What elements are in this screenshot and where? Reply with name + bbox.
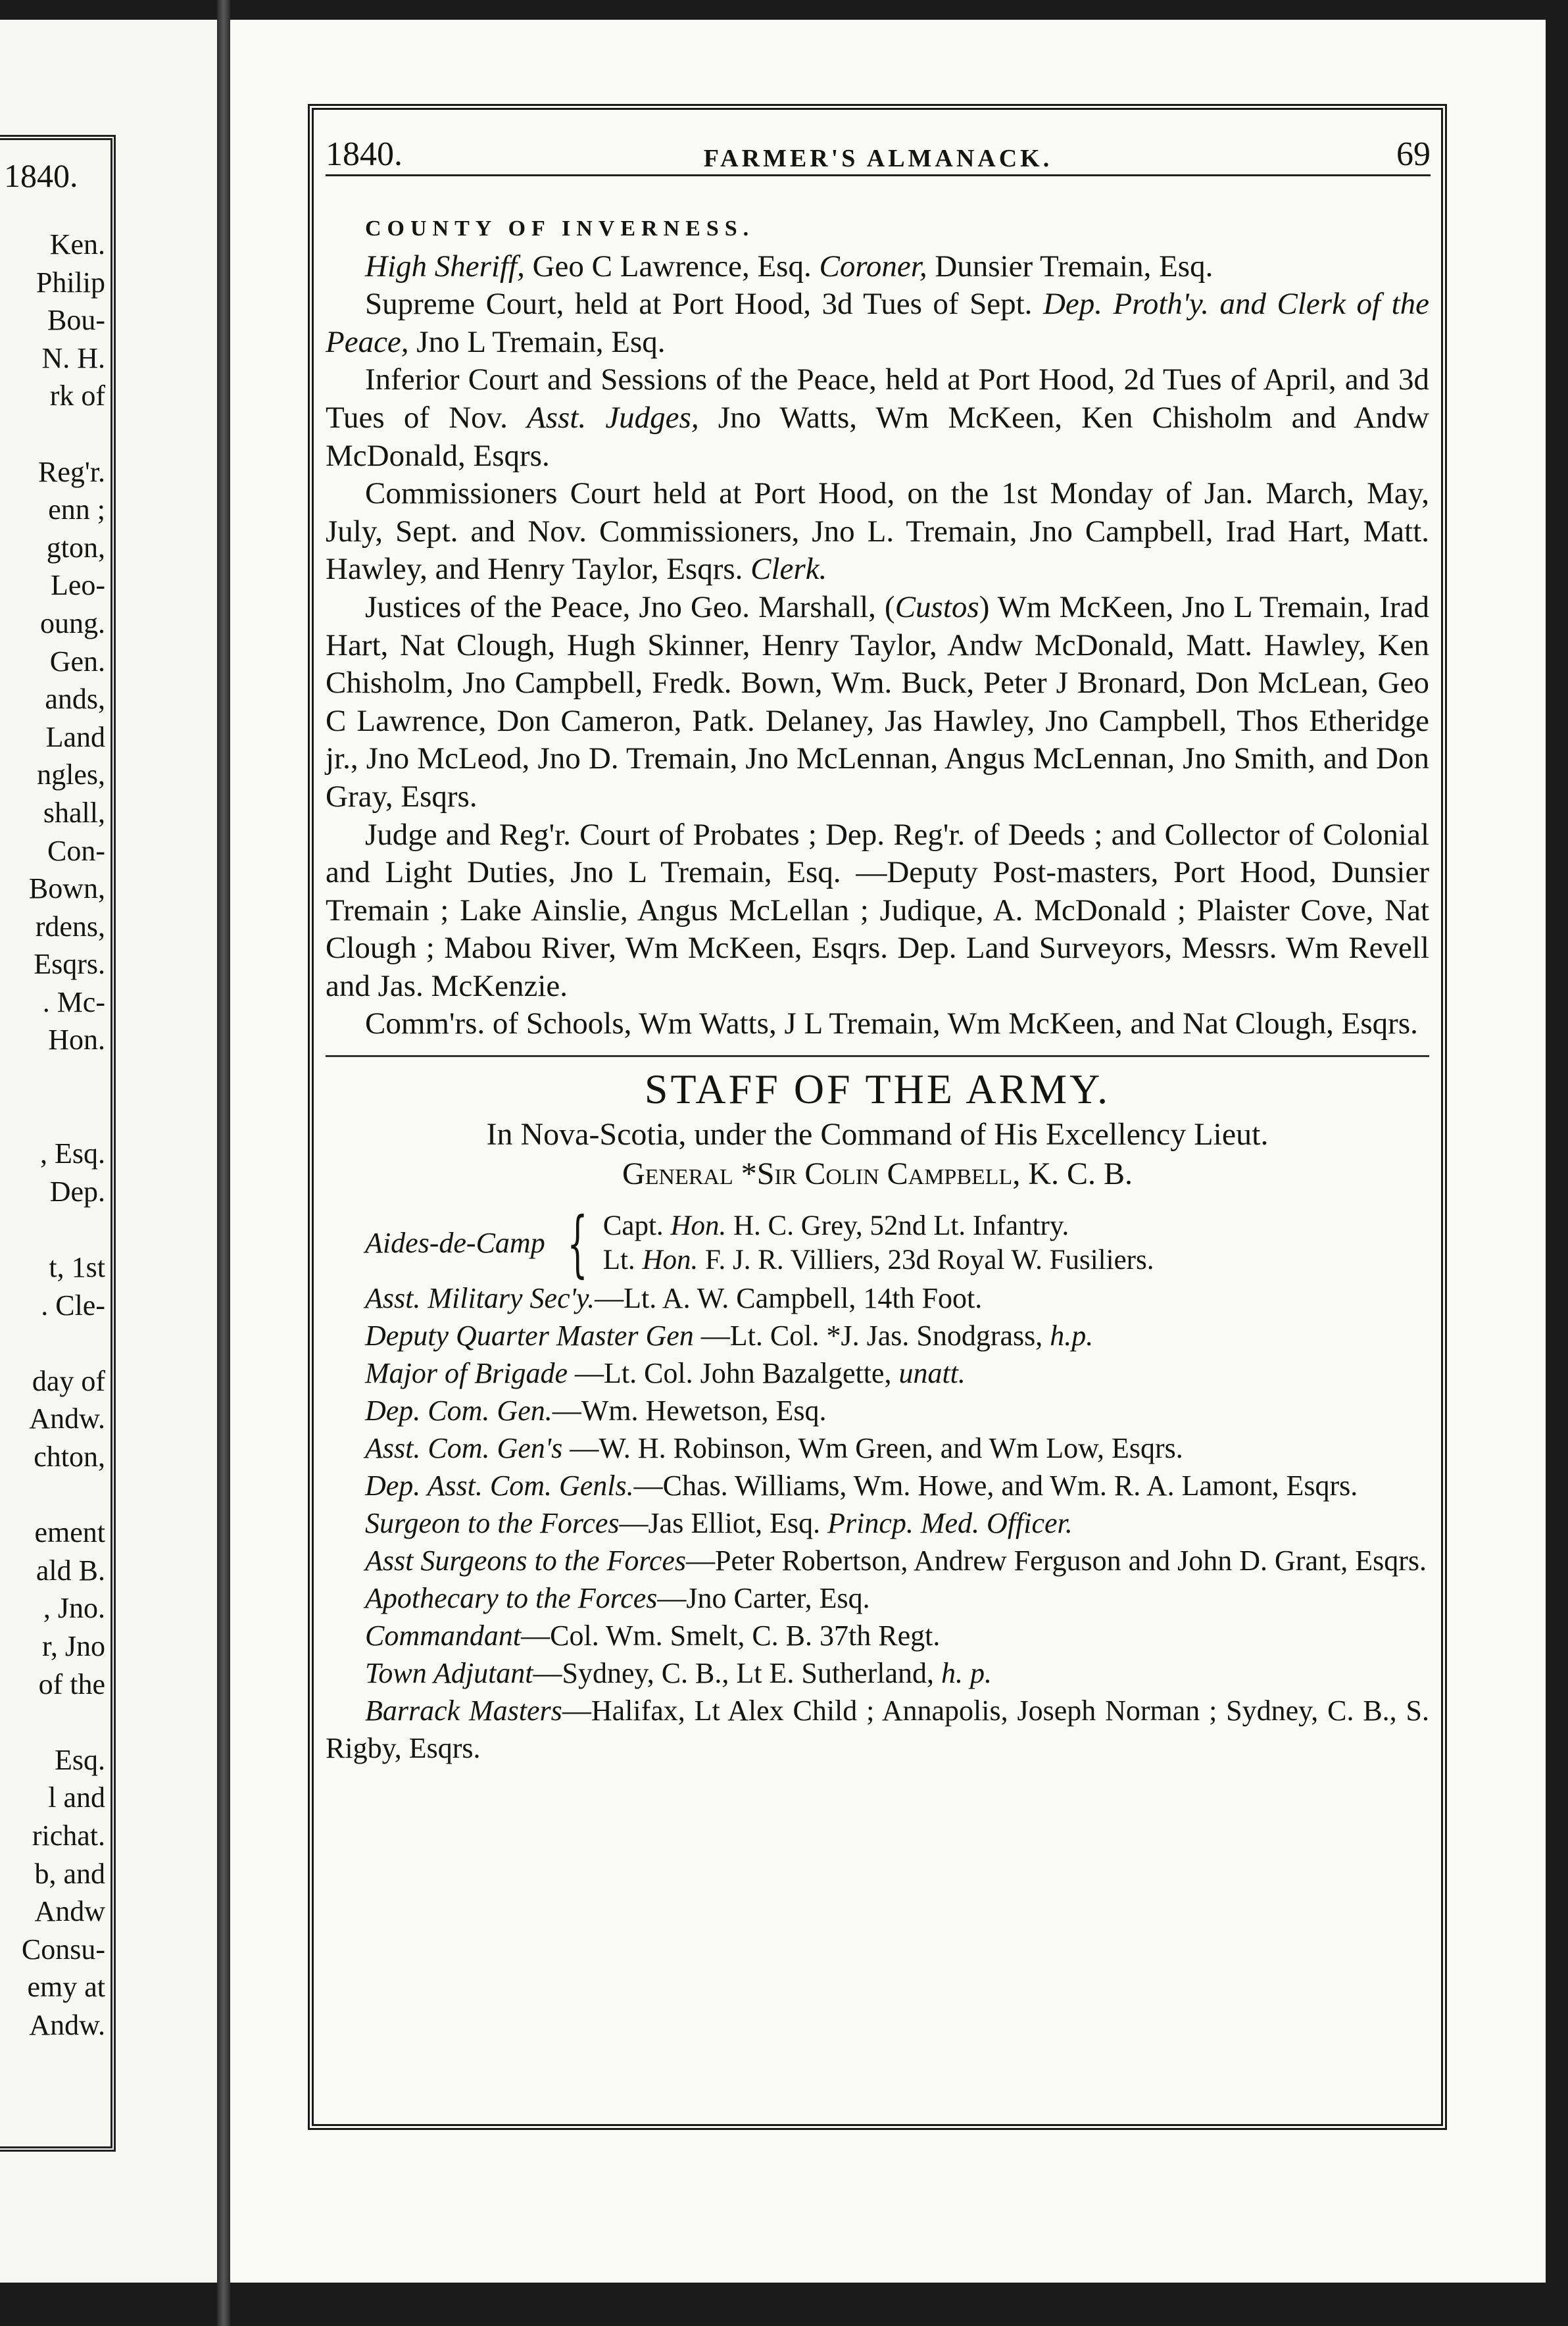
italic-run: Major of Brigade (365, 1356, 568, 1389)
italic-run: Dep. Proth'y. and Clerk of the Peace, (326, 287, 1429, 359)
text-run: Jno Watts, Wm McKeen, Ken Chisholm and Andw McDonald, Esqrs. (326, 400, 1429, 473)
staff-entry (326, 1617, 1429, 1654)
aide-line (603, 1243, 1154, 1277)
county-paragraph (326, 816, 1429, 1006)
county-paragraph (326, 285, 1429, 361)
staff-entry (326, 1654, 1429, 1692)
italic-run: Hon. (642, 1244, 698, 1275)
staff-entry (326, 1467, 1429, 1504)
text-run: —Peter Robertson, Andrew Ferguson and John D. Grant, Esqrs. (686, 1544, 1427, 1577)
italic-run: h. p. (941, 1656, 992, 1689)
text-run: Geo C Lawrence, Esq. (524, 249, 820, 284)
text-run: F. J. R. Villiers, 23d Royal W. Fusiliers. (698, 1244, 1154, 1275)
staff-entry (326, 1542, 1429, 1579)
italic-run: Commandant (365, 1619, 522, 1652)
text-run: —Sydney, C. B., Lt E. Sutherland, (533, 1656, 941, 1689)
text-run: Comm'rs. of Schools, Wm Watts, J L Tremain, Wm McKeen, and Nat Clough, Esqrs. (365, 1006, 1418, 1041)
staff-entry (326, 1279, 1429, 1317)
text-run: H. C. Grey, 52nd Lt. Infantry. (726, 1210, 1069, 1241)
text-run: Lt. (602, 1244, 643, 1275)
staff-entry (326, 1354, 1429, 1392)
text-run: —W. H. Robinson, Wm Green, and Wm Low, Esqrs. (562, 1431, 1183, 1464)
book-gutter (217, 0, 230, 2326)
text-run: Commissioners Court held at Port Hood, on the 1st Monday of Jan. March, May, July, Sept. and Nov. Commissioners, Jno L. Tremain, Jno Campbell, Irad Hart, Matt. Hawley, and Henry Taylor, Esqrs. (326, 476, 1429, 587)
italic-run: Asst Surgeons to the Forces (365, 1544, 687, 1577)
county-paragraph (326, 361, 1429, 475)
staff-entry (326, 1429, 1429, 1467)
italic-run: h.p. (1050, 1319, 1094, 1352)
text-run: ) Wm McKeen, Jno L Tremain, Irad Hart, Nat Clough, Hugh Skinner, Henry Taylor, Andw McDonald, Matt. Hawley, Ken Chisholm, Jno Campbell, Fredk. Bown, Wm. Buck, Peter J Bronard, Don McLean, Geo C Lawrence, Don Cameron, Patk. Delaney, Jas Hawley, Jno Campbell, Thos Etheridge jr., Jno McLeod, Jno D. Tremain, Jno McLennan, Angus McLennan, Jno Smith, and Don Gray, Esqrs. (326, 589, 1429, 814)
page-number: 69 (1396, 136, 1431, 173)
italic-run: Asst. Judges, (527, 400, 699, 435)
italic-run: Dep. Com. Gen. (365, 1394, 552, 1427)
italic-run: unatt. (898, 1356, 966, 1389)
aides-names (603, 1209, 1154, 1277)
header-year: 1840. (326, 136, 403, 173)
italic-run: High Sheriff, (365, 249, 525, 284)
brace-glyph: { (566, 1200, 588, 1285)
running-head (326, 135, 1431, 176)
italic-run: Custos (894, 589, 979, 624)
text-run: Judge and Reg'r. Court of Probates ; Dep. Reg'r. of Deeds ; and Collector of Colonial and Light Duties, Jno L Tremain, Esq. —Deputy Post-masters, Port Hood, Dunsier Tremain ; Lake Ainslie, Angus McLellan ; Judique, A. McDonald ; Plaister Cove, Nat Clough ; Mabou River, Wm McKeen, Esqrs. Dep. Land Surveyors, Messrs. Wm Revell and Jas. McKenzie. (326, 817, 1429, 1003)
italic-run: Coroner, (819, 249, 927, 284)
text-run: Capt. (602, 1210, 671, 1241)
text-run: —Wm. Hewetson, Esq. (552, 1394, 827, 1427)
staff-entry (326, 1504, 1429, 1542)
left-page (0, 20, 217, 2283)
italic-run: Barrack Masters (365, 1694, 562, 1727)
text-run: —Col. Wm. Smelt, C. B. 37th Regt. (521, 1619, 941, 1652)
text-run: Inferior Court and Sessions of the Peace, held at Port Hood, 2d Tues of April, and 3d Tues of Nov. (326, 362, 1429, 435)
header-title: FARMER'S ALMANACK. (703, 145, 1053, 172)
italic-run: Surgeon to the Forces (365, 1506, 620, 1539)
aide-line (603, 1209, 1154, 1243)
italic-run: Town Adjutant (365, 1656, 533, 1689)
staff-intro (326, 1115, 1429, 1194)
text-run: —Lt. Col. John Bazalgette, (567, 1356, 899, 1389)
text-run: —Halifax, Lt Alex Child ; Annapolis, Joseph Norman ; Sydney, C. B., S. Rigby, Esqrs. (326, 1694, 1429, 1764)
county-paragraph (326, 1005, 1429, 1043)
staff-entry (326, 1392, 1429, 1429)
italic-run: Apothecary to the Forces (365, 1581, 658, 1614)
staff-entries (326, 1279, 1429, 1767)
text-run: Dunsier Tremain, Esq. (927, 249, 1213, 284)
italic-run: Deputy Quarter Master Gen (365, 1319, 694, 1352)
staff-title: STAFF OF THE ARMY. (644, 1066, 1111, 1113)
county-paragraph (326, 248, 1429, 286)
italic-run: Princp. Med. Officer. (827, 1506, 1073, 1539)
county-heading: COUNTY OF INVERNESS. (365, 216, 755, 241)
italic-run: Asst. Com. Gen's (365, 1431, 563, 1464)
left-page-year: 1840. (4, 157, 78, 194)
staff-entry (326, 1692, 1429, 1767)
text-run: —Jas Elliot, Esq. (619, 1506, 828, 1539)
text-run: —Jno Carter, Esq. (657, 1581, 870, 1614)
left-page-text-fragments: Ken. Philip Bou- N. H. rk of Reg'r. enn ; gton, Leo- oung. Gen. ands, Land ngles, shall, Con- Bown, rdens, Esqrs. . Mc- Hon. , Esq. Dep. t, 1st . Cle- day of Andw. chton, ement ald B. , Jno. r, Jno of the Esq. l and richat. b, and Andw Consu- emy at Andw. (21, 228, 105, 2041)
text-run: —Chas. Williams, Wm. Howe, and Wm. R. A. Lamont, Esqrs. (633, 1469, 1358, 1502)
staff-intro-line-2: General *Sir Colin Campbell, K. C. B. (622, 1156, 1133, 1191)
italic-run: Clerk. (750, 552, 827, 587)
staff-list (326, 1200, 1429, 1767)
text-run: Justices of the Peace, Jno Geo. Marshall, ( (365, 589, 895, 624)
aides-de-camp-entry (326, 1200, 1429, 1285)
section-divider (326, 1055, 1429, 1057)
page-content (326, 210, 1429, 1767)
staff-entry (326, 1317, 1429, 1354)
italic-run: Dep. Asst. Com. Genls. (365, 1469, 634, 1502)
county-section (326, 248, 1429, 1043)
aides-role: Aides-de-Camp (365, 1227, 545, 1260)
county-paragraph (326, 475, 1429, 589)
county-paragraph (326, 589, 1429, 816)
text-run: —Lt. Col. *J. Jas. Snodgrass, (693, 1319, 1050, 1352)
text-run: Supreme Court, held at Port Hood, 3d Tues of Sept. (365, 287, 1043, 322)
text-run: —Lt. A. W. Campbell, 14th Foot. (595, 1281, 983, 1314)
staff-entry (326, 1579, 1429, 1617)
left-page-frame (0, 135, 116, 2152)
page-frame (308, 104, 1447, 2130)
italic-run: Hon. (670, 1210, 727, 1241)
staff-intro-line-1: In Nova-Scotia, under the Command of His Excellency Lieut. (486, 1116, 1269, 1152)
text-run: Jno L Tremain, Esq. (408, 324, 666, 359)
italic-run: Asst. Military Sec'y. (365, 1281, 595, 1314)
